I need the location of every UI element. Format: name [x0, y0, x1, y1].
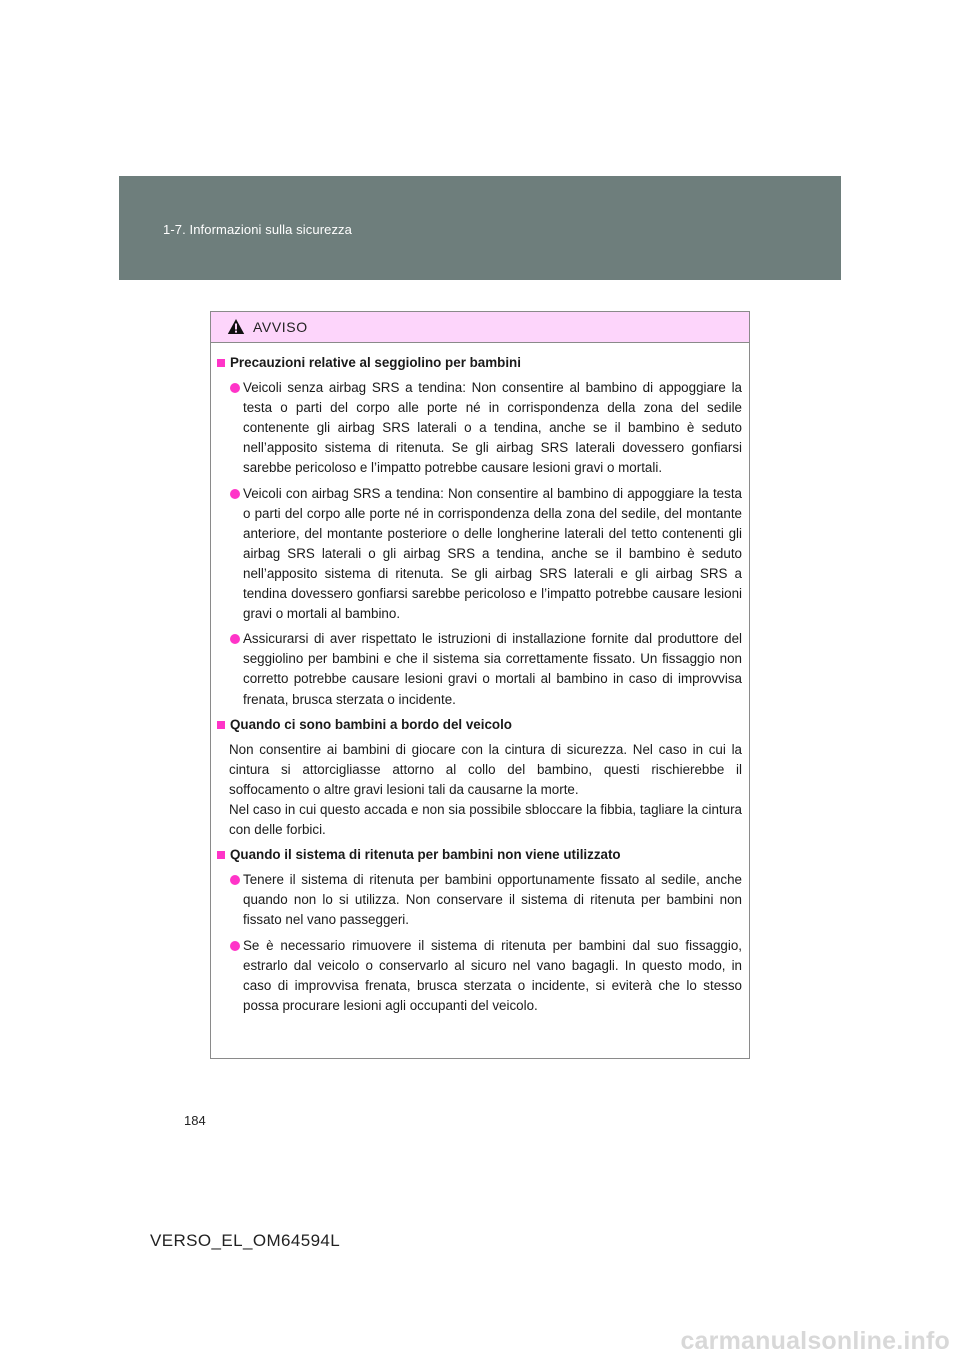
warning-triangle-icon: [227, 318, 245, 335]
list-item: [217, 378, 742, 478]
watermark: carmanualsonline.info: [680, 1327, 950, 1355]
magenta-square-icon: [217, 721, 225, 729]
list-item: [217, 870, 742, 930]
list-item: [217, 936, 742, 1016]
magenta-square-icon: [217, 851, 225, 859]
paragraph: [217, 740, 742, 840]
magenta-dot-icon: [230, 941, 240, 951]
warning-body: [211, 343, 749, 1016]
paragraph-text: Nel caso in cui questo accada e non sia possibile sbloccare la fibbia, tagliare la cintura con delle forbici.: [229, 801, 742, 838]
document-code: VERSO_EL_OM64594L: [150, 1231, 341, 1250]
magenta-dot-icon: [230, 383, 240, 393]
magenta-dot-icon: [230, 875, 240, 885]
list-item: [217, 484, 742, 625]
section-heading-children-on-board: [217, 715, 742, 735]
section-heading-restraint-not-in-use: [217, 845, 742, 865]
section-heading-child-seat-precautions: [217, 353, 742, 373]
list-item-text: Veicoli senza airbag SRS a tendina: Non consentire al bambino di appoggiare la testa o parti del corpo alle porte né in corrispondenza della zona del sedile contenente gli airbag SRS laterali o a tendina, anche se il bambino è seduto nell’apposito sistema di ritenuta. Se gli airbag SRS laterali dovessero gonfiarsi sarebbe pericoloso e l’impatto potrebbe causare lesioni gravi o mortali.: [243, 380, 742, 476]
list-item-text: Se è necessario rimuovere il sistema di ritenuta per bambini dal suo fissaggio, estrarlo dal veicolo o conservarlo al sicuro nel vano bagagli. In questo modo, in caso di improvvisa frenata, brusca sterzata o incidente, si eviterà che lo stesso possa procurare lesioni agli occupanti del veicolo.: [243, 937, 742, 1013]
section-heading-text: Quando ci sono bambini a bordo del veicolo: [230, 716, 512, 732]
list-item-text: Assicurarsi di aver rispettato le istruzioni di installazione fornite dal produttore del seggiolino per bambini e che il sistema sia correttamente fissato. Un fissaggio non corretto potrebbe causare lesioni gravi o mortali al bambino in caso di improvvisa frenata, brusca sterzata o incidente.: [243, 631, 742, 707]
page-number: 184: [184, 1113, 206, 1128]
magenta-dot-icon: [230, 489, 240, 499]
warning-label: AVVISO: [253, 319, 308, 335]
section-heading-text: Precauzioni relative al seggiolino per bambini: [230, 355, 521, 370]
paragraph-text: Non consentire ai bambini di giocare con la cintura di sicurezza. Nel caso in cui la cintura si attorcigliasse attorno al collo del bambino, questi rischierebbe il soffocamento o altre gravi lesioni tali da causarne la morte.: [229, 741, 742, 797]
list-item-text: Tenere il sistema di ritenuta per bambini opportunamente fissato al sedile, anche quando non lo si utilizza. Non conservare il sistema di ritenuta per bambini non fissato nel vano passeggeri.: [243, 872, 742, 928]
list-item: [217, 629, 742, 709]
section-heading-text: Quando il sistema di ritenuta per bambini non viene utilizzato: [230, 847, 621, 863]
warning-header: [211, 312, 749, 343]
list-item-text: Veicoli con airbag SRS a tendina: Non consentire al bambino di appoggiare la testa o parti del corpo alle porte né in corrispondenza della zona del sedile, del montante anteriore, del montante posteriore o delle longherine laterali del tetto contenenti gli airbag SRS laterali o gli airbag SRS a tendina, anche se il bambino è seduto nell’apposito sistema di ritenuta. Se gli airbag SRS laterali e gli airbag SRS a tendina dovessero gonfiarsi sarebbe pericoloso e l’impatto potrebbe causare lesioni gravi o mortali al bambino.: [243, 485, 742, 622]
section-title: 1-7. Informazioni sulla sicurezza: [163, 222, 352, 237]
header-band: [119, 176, 841, 280]
magenta-dot-icon: [230, 634, 240, 644]
magenta-square-icon: [217, 359, 225, 367]
warning-box: [210, 311, 750, 1059]
